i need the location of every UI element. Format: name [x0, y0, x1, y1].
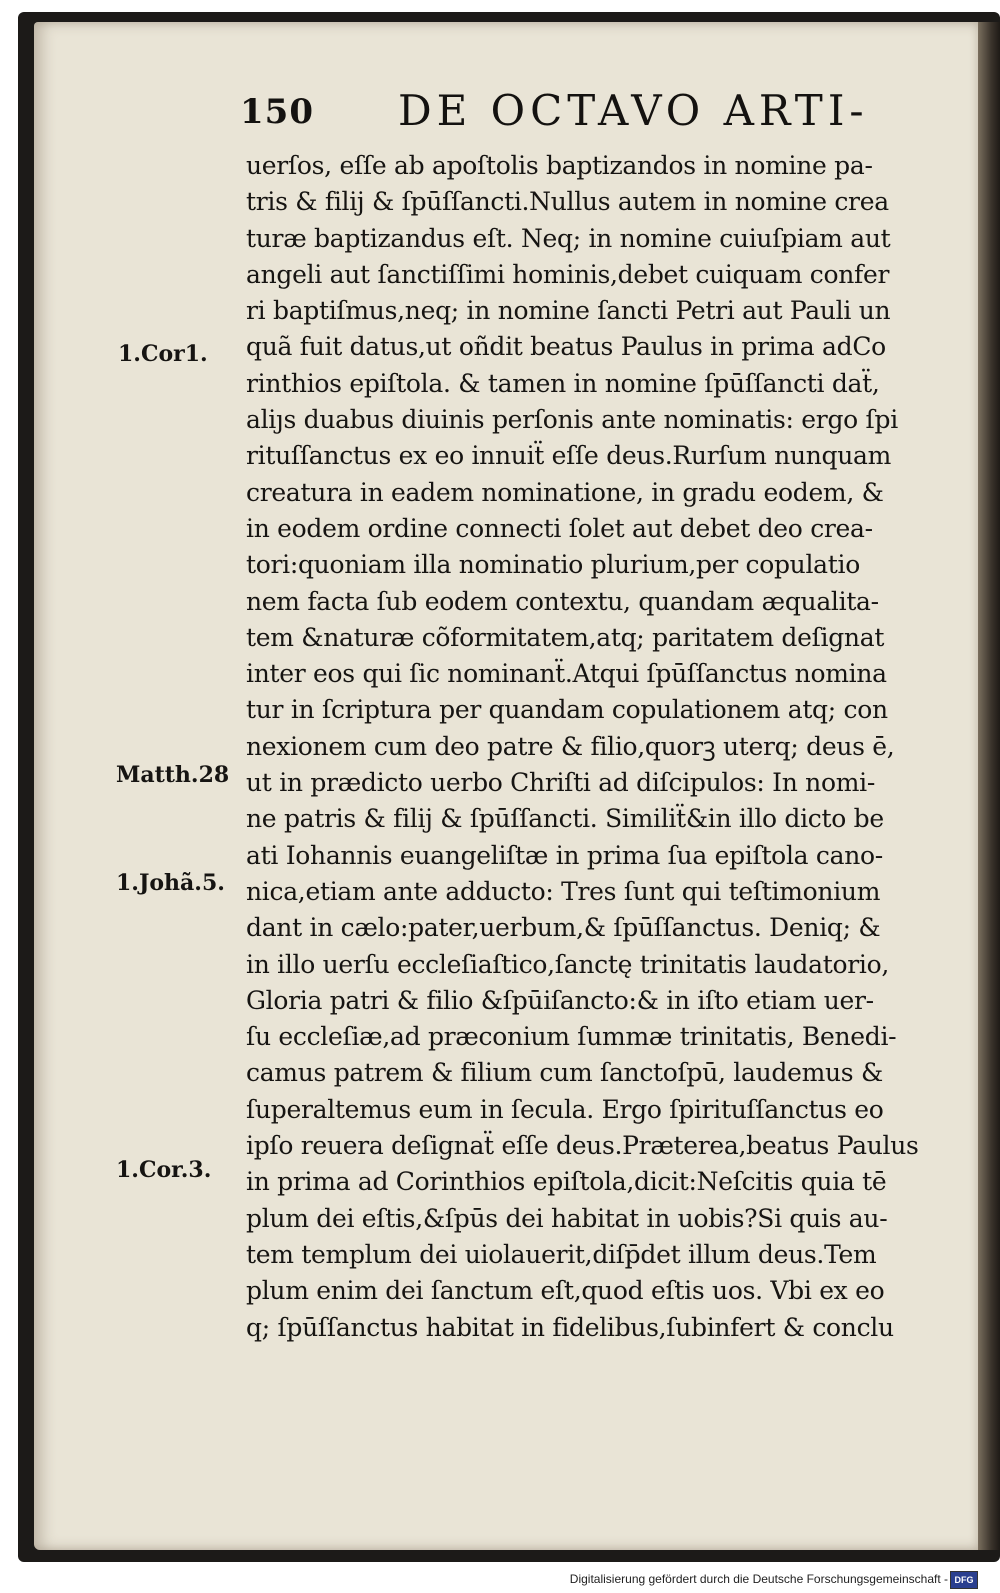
text-line: ſuperaltemus eum in ſecula. Ergo ſpirituſſanctus eo [246, 1094, 884, 1124]
text-line: dant in cælo:pater,uerbum,& ſpūſſanctus. Deniq; & [246, 913, 881, 943]
text-line: creatura in eadem nominatione, in gradu eodem, & [246, 477, 884, 507]
text-line: ri baptiſmus,neq; in nomine ſancti Petri aut Pauli un [246, 296, 891, 326]
text-line: aliȷs duabus diuinis perſonis ante nominatis: ergo ſpi [246, 405, 898, 435]
dfg-logo-icon: DFG [950, 1571, 978, 1589]
body-text [246, 148, 958, 1346]
text-line: Gloria patri & filio &ſpūiſancto:& in iſto etiam uer- [246, 985, 874, 1015]
marginal-note-matth-28: Matth.28 [116, 762, 230, 788]
text-line: plum enim dei ſanctum eſt,quod eſtis uos. Vbi ex eo [246, 1276, 885, 1306]
marginal-note-1-cor-1: 1.Cor1. [118, 341, 208, 367]
marginal-note-1-joh-5: 1.Johã.5. [116, 870, 225, 896]
text-line: in illo uerſu eccleſiaſtico,ſanctę trinitatis laudatorio, [246, 949, 889, 979]
text-line: q; ſpūſſanctus habitat in fidelibus,ſubinfert & conclu [246, 1312, 894, 1342]
text-line: nexionem cum deo patre & filio,quorꝫ uterq; deus ē, [246, 731, 895, 761]
text-line: tori:quoniam illa nominatio plurium,per copulatio [246, 550, 860, 580]
text-line: rinthios epiſtola. & tamen in nomine ſpūſſancti daẗ, [246, 368, 880, 398]
text-line: in eodem ordine connecti ſolet aut debet deo crea- [246, 513, 873, 543]
text-line: camus patrem & filium cum ſanctoſpū, laudemus & [246, 1058, 883, 1088]
text-line: tem &naturæ cõformitatem,atq; paritatem deſignat [246, 622, 885, 652]
text-line: plum dei eſtis,&ſpūs dei habitat in uobis?Si quis au- [246, 1203, 888, 1233]
digitization-footer [0, 1568, 1000, 1593]
page-header [0, 86, 1000, 146]
text-line: nem facta ſub eodem contextu, quandam æqualita- [246, 586, 879, 616]
running-head: DE OCTAVO ARTI- [398, 86, 869, 135]
page-number: 150 [240, 92, 314, 132]
marginal-note-1-cor-3: 1.Cor.3. [116, 1157, 212, 1183]
text-line: ipſo reuera deſignaẗ eſſe deus.Prӕterea,beatus Paulus [246, 1131, 919, 1161]
text-line: ati Iohannis euangeliſtæ in prima ſua epiſtola cano- [246, 840, 883, 870]
text-line: tur in ſcriptura per quandam copulationem atq; con [246, 695, 888, 725]
text-line: nica,etiam ante adducto: Tres ſunt qui teſtimonium [246, 876, 881, 906]
text-line: ſu eccleſiæ,ad præconium ſummæ trinitatis, Benedi- [246, 1022, 897, 1052]
text-line: tris & filij & ſpūſſancti.Nullus autem in nomine crea [246, 187, 889, 217]
text-line: uerſos, eſſe ab apoſtolis baptizandos in nomine pa- [246, 151, 873, 180]
text-line: ut in prædicto uerbo Chriſti ad diſcipulos: In nomi- [246, 768, 875, 798]
text-line: ne patris & filij & ſpūſſancti. Similiẗ&in illo dicto be [246, 804, 884, 834]
text-line: tem templum dei uiolauerit,diſp̄det illum deus.Tem [246, 1239, 877, 1269]
text-line: inter eos qui ſic nominanẗ.Atqui ſpūſſanctus nomina [246, 659, 887, 689]
page-fore-edge [978, 22, 1000, 1550]
text-line: in prima ad Corinthios epiſtola,dicit:Neſcitis quia tē [246, 1167, 887, 1197]
text-line: quã fuit datus,ut oñdit beatus Paulus in prima adCo [246, 332, 886, 362]
footer-credit: Digitalisierung gefördert durch die Deutsche Forschungsgemeinschaft - [569, 1572, 948, 1586]
text-line: rituſſanctus ex eo innuiẗ eſſe deus.Rurſum nunquam [246, 441, 892, 471]
text-line: angeli aut ſanctiſſimi hominis,debet cuiquam confer [246, 259, 890, 289]
text-line: turæ baptizandus eſt. Neq; in nomine cuiuſpiam aut [246, 223, 891, 253]
